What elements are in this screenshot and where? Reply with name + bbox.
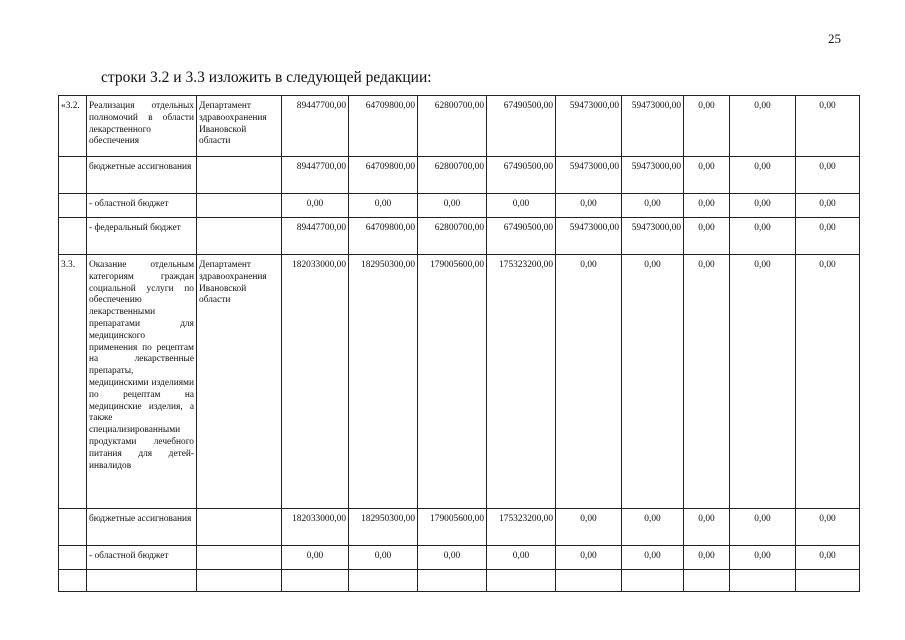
- table-row: [59, 509, 860, 546]
- value-cell: 0,00: [730, 509, 796, 546]
- row-number: [59, 546, 87, 570]
- value-cell: 0,00: [796, 509, 860, 546]
- value-cell: 0,00: [796, 255, 860, 509]
- value-cell: 182950300,00: [349, 509, 418, 546]
- value-cell: 0,00: [730, 546, 796, 570]
- table-row: [59, 255, 860, 509]
- value-cell: 0,00: [796, 96, 860, 157]
- row-name: Реализация отдельных полномочий в области лекарственного обеспечения: [87, 96, 197, 157]
- value-cell: 179005600,00: [418, 509, 487, 546]
- row-number: 3.3.: [59, 255, 87, 509]
- value-cell: 59473000,00: [622, 157, 684, 194]
- value-cell: 59473000,00: [622, 218, 684, 255]
- value-cell: 0,00: [730, 218, 796, 255]
- value-cell: 62800700,00: [418, 218, 487, 255]
- value-cell: 89447700,00: [282, 157, 349, 194]
- row-department: [197, 218, 282, 255]
- value-cell: [796, 570, 860, 592]
- value-cell: 67490500,00: [487, 96, 556, 157]
- value-cell: 62800700,00: [418, 96, 487, 157]
- row-number: «3.2.: [59, 96, 87, 157]
- table-row: [59, 546, 860, 570]
- row-number: [59, 570, 87, 592]
- row-department: [197, 194, 282, 218]
- row-name: Оказание отдельным категориям граждан социальной услуги по обеспечению лекарственными препаратами для медицинского применения по рецептам на лекарственные препараты, медицинскими изделиями по рецептам на медицинские изделия, а также специализированными продуктами лечебного питания для детей-инвалидов: [87, 255, 197, 509]
- value-cell: 64709800,00: [349, 96, 418, 157]
- row-department: [197, 157, 282, 194]
- value-cell: 0,00: [622, 255, 684, 509]
- value-cell: 0,00: [730, 255, 796, 509]
- value-cell: 182033000,00: [282, 255, 349, 509]
- value-cell: [418, 570, 487, 592]
- value-cell: 0,00: [796, 157, 860, 194]
- value-cell: 0,00: [622, 194, 684, 218]
- value-cell: 0,00: [556, 546, 622, 570]
- value-cell: 64709800,00: [349, 157, 418, 194]
- row-department: Департамент здравоохранения Ивановской области: [197, 255, 282, 509]
- value-cell: 64709800,00: [349, 218, 418, 255]
- value-cell: 0,00: [684, 157, 730, 194]
- value-cell: 0,00: [684, 96, 730, 157]
- value-cell: 0,00: [282, 546, 349, 570]
- page-number: 25: [828, 31, 841, 46]
- row-name: - федеральный бюджет: [87, 218, 197, 255]
- value-cell: 0,00: [349, 194, 418, 218]
- value-cell: 67490500,00: [487, 218, 556, 255]
- value-cell: [556, 570, 622, 592]
- value-cell: 0,00: [684, 218, 730, 255]
- value-cell: 182950300,00: [349, 255, 418, 509]
- value-cell: 0,00: [796, 546, 860, 570]
- table-row: [59, 194, 860, 218]
- row-number: [59, 157, 87, 194]
- value-cell: 67490500,00: [487, 157, 556, 194]
- value-cell: 0,00: [418, 194, 487, 218]
- value-cell: 175323200,00: [487, 509, 556, 546]
- value-cell: 0,00: [796, 194, 860, 218]
- row-department: [197, 570, 282, 592]
- row-department: [197, 546, 282, 570]
- row-name: - областной бюджет: [87, 546, 197, 570]
- value-cell: 0,00: [684, 509, 730, 546]
- value-cell: 59473000,00: [556, 96, 622, 157]
- value-cell: [487, 570, 556, 592]
- value-cell: 179005600,00: [418, 255, 487, 509]
- row-name: [87, 570, 197, 592]
- value-cell: 89447700,00: [282, 96, 349, 157]
- table-row: [59, 157, 860, 194]
- row-department: [197, 509, 282, 546]
- row-number: [59, 194, 87, 218]
- table-row: [59, 96, 860, 157]
- budget-table-body: [59, 96, 860, 592]
- value-cell: 59473000,00: [556, 218, 622, 255]
- value-cell: 0,00: [556, 194, 622, 218]
- budget-table: [58, 95, 860, 592]
- value-cell: 0,00: [556, 509, 622, 546]
- row-number: [59, 509, 87, 546]
- value-cell: 0,00: [622, 546, 684, 570]
- value-cell: 0,00: [684, 194, 730, 218]
- value-cell: 0,00: [730, 194, 796, 218]
- row-name: бюджетные ассигнования: [87, 157, 197, 194]
- value-cell: 0,00: [556, 255, 622, 509]
- row-number: [59, 218, 87, 255]
- value-cell: 0,00: [684, 255, 730, 509]
- value-cell: 59473000,00: [622, 96, 684, 157]
- value-cell: 0,00: [730, 96, 796, 157]
- row-name: бюджетные ассигнования: [87, 509, 197, 546]
- value-cell: [730, 570, 796, 592]
- value-cell: 0,00: [487, 546, 556, 570]
- value-cell: 89447700,00: [282, 218, 349, 255]
- row-department: Департамент здравоохранения Ивановской области: [197, 96, 282, 157]
- value-cell: 0,00: [796, 218, 860, 255]
- row-name: - областной бюджет: [87, 194, 197, 218]
- table-row: [59, 218, 860, 255]
- value-cell: 0,00: [730, 157, 796, 194]
- value-cell: [622, 570, 684, 592]
- value-cell: 0,00: [418, 546, 487, 570]
- value-cell: 0,00: [684, 546, 730, 570]
- value-cell: 0,00: [282, 194, 349, 218]
- value-cell: [684, 570, 730, 592]
- value-cell: 0,00: [622, 509, 684, 546]
- intro-text: строки 3.2 и 3.3 изложить в следующей редакции:: [101, 69, 432, 86]
- value-cell: 62800700,00: [418, 157, 487, 194]
- value-cell: 0,00: [487, 194, 556, 218]
- value-cell: 59473000,00: [556, 157, 622, 194]
- value-cell: 0,00: [349, 546, 418, 570]
- value-cell: [282, 570, 349, 592]
- value-cell: 182033000,00: [282, 509, 349, 546]
- table-row: [59, 570, 860, 592]
- value-cell: 175323200,00: [487, 255, 556, 509]
- value-cell: [349, 570, 418, 592]
